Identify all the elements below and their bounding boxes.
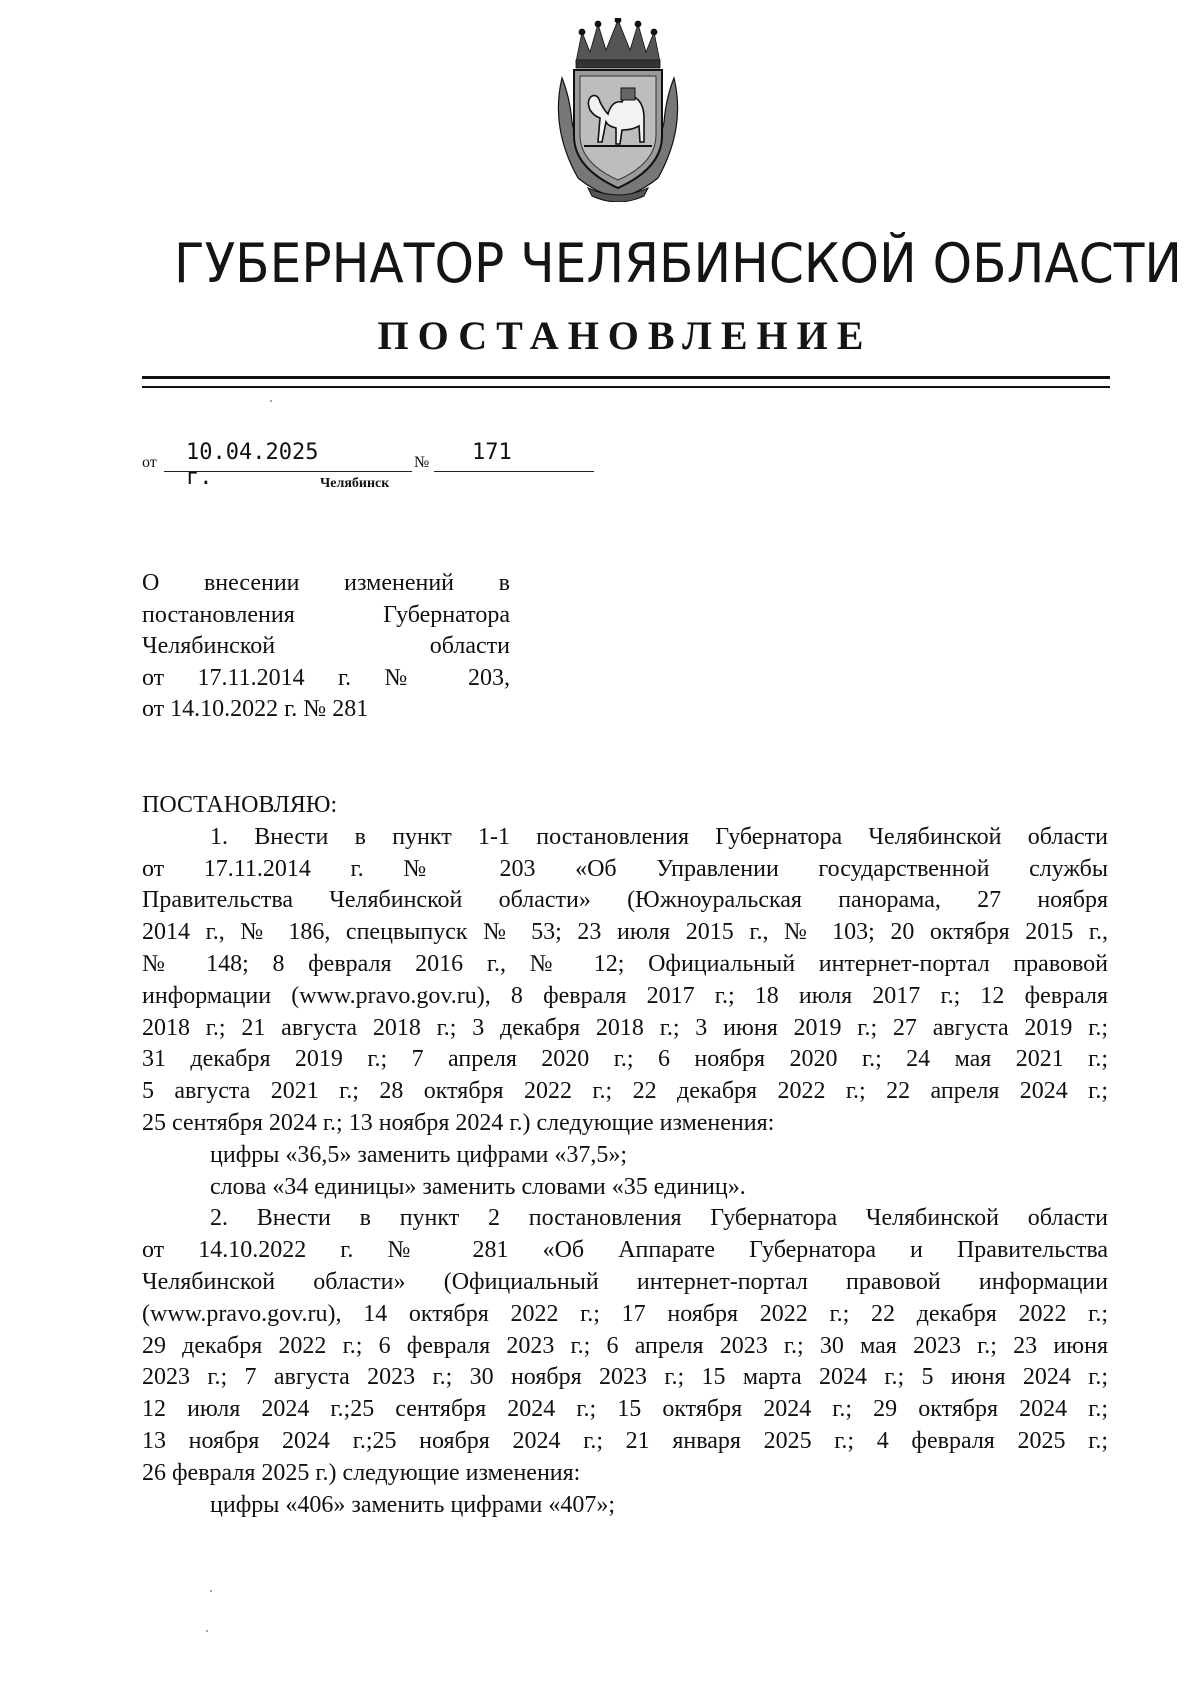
paragraph-line: от 14.10.2022 г. № 281 «Об Аппарате Губернатора и Правительства [142, 1237, 1108, 1264]
paragraph-line: (www.pravo.gov.ru), 14 октября 2022 г.; 17 ноября 2022 г.; 22 декабря 2022 г.; [142, 1300, 1108, 1327]
paragraph-line: информации (www.pravo.gov.ru), 8 февраля 2017 г.; 18 июля 2017 г.; 12 февраля [142, 982, 1108, 1009]
document-type: ПОСТАНОВЛЕНИЕ [377, 313, 873, 358]
issuer-title: ГУБЕРНАТОР ЧЕЛЯБИНСКОЙ ОБЛАСТИ [173, 232, 1183, 295]
paragraph-line: 2023 г.; 7 августа 2023 г.; 30 ноября 2023 г.; 15 марта 2024 г.; 5 июня 2024 г.; [142, 1364, 1108, 1391]
date-label: от [142, 454, 157, 471]
number-value: 171 [472, 440, 512, 465]
subject-block [142, 568, 510, 726]
scan-speck [210, 1590, 212, 1592]
scan-speck [206, 1630, 208, 1632]
subject-line: О внесении изменений в [142, 570, 510, 596]
number-underline [434, 471, 594, 472]
header-rule-thin [142, 386, 1110, 388]
subject-line: от 17.11.2014 г. № 203, [142, 664, 510, 691]
paragraph-line: 2. Внести в пункт 2 постановления Губернатора Челябинской области [210, 1205, 1108, 1232]
paragraph-line: 25 сентября 2024 г.; 13 ноября 2024 г.) следующие изменения: [142, 1109, 775, 1136]
paragraph-line: 31 декабря 2019 г.; 7 апреля 2020 г.; 6 ноября 2020 г.; 24 мая 2021 г.; [142, 1046, 1108, 1073]
paragraph-line: 12 июля 2024 г.;25 сентября 2024 г.; 15 октября 2024 г.; 29 октября 2024 г.; [142, 1396, 1108, 1423]
number-label: № [414, 454, 430, 471]
paragraph-line: 2014 г., № 186, спецвыпуск № 53; 23 июля 2015 г., № 103; 20 октября 2015 г., [142, 919, 1108, 946]
subject-line: Челябинской области [142, 633, 510, 659]
subject-line: от 14.10.2022 г. № 281 [142, 696, 369, 722]
amendment-line: цифры «36,5» заменить цифрами «37,5»; [210, 1141, 628, 1168]
paragraph-line: № 148; 8 февраля 2016 г., № 12; Официальный интернет-портал правовой [142, 950, 1108, 977]
header-rule-thick [142, 376, 1110, 379]
paragraph-line: 26 февраля 2025 г.) следующие изменения: [142, 1459, 581, 1486]
scan-speck [270, 400, 272, 402]
paragraph-line: 1. Внести в пункт 1-1 постановления Губернатора Челябинской области [210, 823, 1108, 850]
paragraph-line: Правительства Челябинской области» (Южноуральская панорама, 27 ноября [142, 887, 1108, 914]
city-name: Челябинск [320, 476, 390, 491]
paragraph-line: 13 ноября 2024 г.;25 ноября 2024 г.; 21 января 2025 г.; 4 февраля 2025 г.; [142, 1427, 1108, 1454]
resolve-heading: ПОСТАНОВЛЯЮ: [142, 792, 338, 818]
paragraph-line: 2018 г.; 21 августа 2018 г.; 3 декабря 2018 г.; 3 июня 2019 г.; 27 августа 2019 г.; [142, 1014, 1108, 1041]
coat-of-arms-emblem [548, 18, 688, 202]
paragraph-line: 5 августа 2021 г.; 28 октября 2022 г.; 22 декабря 2022 г.; 22 апреля 2024 г.; [142, 1078, 1108, 1105]
paragraph-line: Челябинской области» (Официальный интернет-портал правовой информации [142, 1268, 1108, 1295]
date-value: 10.04.2025 г. [186, 440, 319, 490]
amendment-line: слова «34 единицы» заменить словами «35 единиц». [210, 1173, 746, 1200]
paragraph-line: 29 декабря 2022 г.; 6 февраля 2023 г.; 6 апреля 2023 г.; 30 мая 2023 г.; 23 июня [142, 1332, 1108, 1359]
paragraph-line: от 17.11.2014 г. № 203 «Об Управлении государственной службы [142, 855, 1108, 882]
resolution-body [142, 790, 1108, 1521]
amendment-line: цифры «406» заменить цифрами «407»; [210, 1491, 616, 1518]
subject-line: постановления Губернатора [142, 601, 510, 628]
